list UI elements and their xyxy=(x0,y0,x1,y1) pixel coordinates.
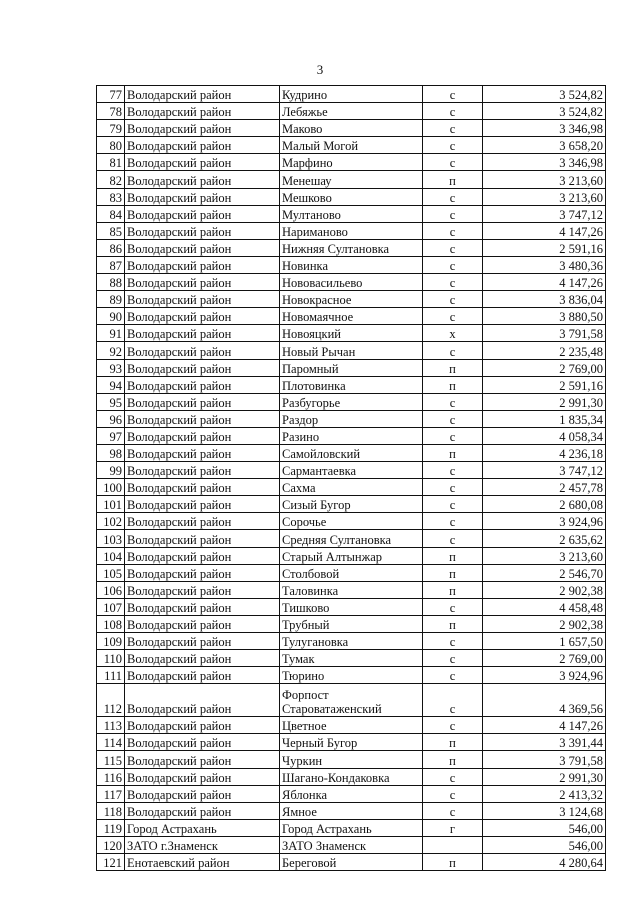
value-cell: 3 791,58 xyxy=(483,325,606,342)
settlement-cell: Раздор xyxy=(280,410,423,427)
district-cell: Город Астрахань xyxy=(125,819,280,836)
table-row xyxy=(97,751,606,768)
row-number: 104 xyxy=(97,547,125,564)
table-row xyxy=(97,291,606,308)
value-cell: 4 369,56 xyxy=(483,684,606,717)
settlement-type-cell: с xyxy=(423,633,483,650)
table-row xyxy=(97,410,606,427)
row-number: 105 xyxy=(97,564,125,581)
district-cell: Володарский район xyxy=(125,768,280,785)
district-cell: Володарский район xyxy=(125,427,280,444)
row-number: 94 xyxy=(97,376,125,393)
district-cell: Володарский район xyxy=(125,802,280,819)
district-cell: ЗАТО г.Знаменск xyxy=(125,836,280,853)
settlement-type-cell: с xyxy=(423,86,483,103)
table-row xyxy=(97,836,606,853)
settlement-cell: Плотовинка xyxy=(280,376,423,393)
row-number: 112 xyxy=(97,684,125,717)
settlement-type-cell: с xyxy=(423,274,483,291)
value-cell: 3 836,04 xyxy=(483,291,606,308)
settlement-cell: Новояцкий xyxy=(280,325,423,342)
table-row xyxy=(97,188,606,205)
row-number: 101 xyxy=(97,496,125,513)
table-row xyxy=(97,86,606,103)
table-row xyxy=(97,205,606,222)
table-row xyxy=(97,256,606,273)
district-cell: Володарский район xyxy=(125,103,280,120)
settlement-type-cell: с xyxy=(423,684,483,717)
district-cell: Володарский район xyxy=(125,325,280,342)
row-number: 111 xyxy=(97,667,125,684)
row-number: 113 xyxy=(97,717,125,734)
settlement-cell: Тюрино xyxy=(280,667,423,684)
settlement-cell: Паромный xyxy=(280,359,423,376)
value-cell: 4 058,34 xyxy=(483,427,606,444)
settlement-type-cell: п xyxy=(423,854,483,871)
row-number: 114 xyxy=(97,734,125,751)
value-cell: 2 769,00 xyxy=(483,359,606,376)
settlement-type-cell: г xyxy=(423,819,483,836)
district-cell: Володарский район xyxy=(125,171,280,188)
table-row xyxy=(97,633,606,650)
district-cell: Володарский район xyxy=(125,86,280,103)
settlement-cell: Яблонка xyxy=(280,785,423,802)
table-row xyxy=(97,444,606,461)
table-row xyxy=(97,462,606,479)
row-number: 119 xyxy=(97,819,125,836)
table-row xyxy=(97,427,606,444)
settlement-cell: Тишково xyxy=(280,598,423,615)
row-number: 92 xyxy=(97,342,125,359)
district-cell: Володарский район xyxy=(125,564,280,581)
district-cell: Володарский район xyxy=(125,496,280,513)
settlement-type-cell: п xyxy=(423,615,483,632)
settlement-cell: Форпост Староватаженский xyxy=(280,684,423,717)
settlement-type-cell: с xyxy=(423,205,483,222)
settlement-cell: Столбовой xyxy=(280,564,423,581)
district-cell: Володарский район xyxy=(125,547,280,564)
settlement-type-cell: п xyxy=(423,751,483,768)
row-number: 79 xyxy=(97,120,125,137)
value-cell: 4 280,64 xyxy=(483,854,606,871)
table-row xyxy=(97,530,606,547)
value-cell: 3 213,60 xyxy=(483,547,606,564)
value-cell: 4 147,26 xyxy=(483,274,606,291)
settlement-type-cell: с xyxy=(423,768,483,785)
district-cell: Володарский район xyxy=(125,444,280,461)
row-number: 109 xyxy=(97,633,125,650)
settlement-type-cell: х xyxy=(423,325,483,342)
settlement-cell: Марфино xyxy=(280,154,423,171)
table-body xyxy=(97,86,606,871)
table-row xyxy=(97,667,606,684)
district-cell: Володарский район xyxy=(125,239,280,256)
district-cell: Володарский район xyxy=(125,513,280,530)
row-number: 87 xyxy=(97,256,125,273)
settlement-cell: Нариманово xyxy=(280,222,423,239)
value-cell: 3 213,60 xyxy=(483,188,606,205)
table-row xyxy=(97,547,606,564)
settlement-type-cell: с xyxy=(423,137,483,154)
row-number: 121 xyxy=(97,854,125,871)
table-row xyxy=(97,734,606,751)
settlement-cell: Новый Рычан xyxy=(280,342,423,359)
settlement-type-cell: п xyxy=(423,171,483,188)
settlement-cell: Нижняя Султановка xyxy=(280,239,423,256)
value-cell: 3 391,44 xyxy=(483,734,606,751)
value-cell: 3 747,12 xyxy=(483,462,606,479)
settlement-type-cell: с xyxy=(423,342,483,359)
settlement-cell: Сармантаевка xyxy=(280,462,423,479)
value-cell: 2 991,30 xyxy=(483,768,606,785)
value-cell: 4 236,18 xyxy=(483,444,606,461)
value-cell: 2 591,16 xyxy=(483,239,606,256)
settlement-type-cell: п xyxy=(423,376,483,393)
value-cell: 3 524,82 xyxy=(483,86,606,103)
row-number: 93 xyxy=(97,359,125,376)
settlement-cell: Сорочье xyxy=(280,513,423,530)
table-row xyxy=(97,171,606,188)
table-row xyxy=(97,650,606,667)
table-row xyxy=(97,564,606,581)
district-cell: Володарский район xyxy=(125,734,280,751)
row-number: 102 xyxy=(97,513,125,530)
value-cell: 3 524,82 xyxy=(483,103,606,120)
row-number: 86 xyxy=(97,239,125,256)
row-number: 81 xyxy=(97,154,125,171)
row-number: 103 xyxy=(97,530,125,547)
value-cell: 2 680,08 xyxy=(483,496,606,513)
value-cell: 4 458,48 xyxy=(483,598,606,615)
district-cell: Володарский район xyxy=(125,342,280,359)
row-number: 88 xyxy=(97,274,125,291)
row-number: 100 xyxy=(97,479,125,496)
table-row xyxy=(97,393,606,410)
value-cell: 3 791,58 xyxy=(483,751,606,768)
value-cell: 2 235,48 xyxy=(483,342,606,359)
district-cell: Володарский район xyxy=(125,205,280,222)
table-row xyxy=(97,854,606,871)
settlement-type-cell: с xyxy=(423,103,483,120)
settlement-type-cell: п xyxy=(423,444,483,461)
row-number: 99 xyxy=(97,462,125,479)
district-cell: Володарский район xyxy=(125,308,280,325)
settlement-cell: Новокрасное xyxy=(280,291,423,308)
settlement-type-cell: с xyxy=(423,154,483,171)
settlement-type-cell: с xyxy=(423,308,483,325)
row-number: 107 xyxy=(97,598,125,615)
district-cell: Володарский район xyxy=(125,410,280,427)
district-cell: Володарский район xyxy=(125,256,280,273)
table-row xyxy=(97,598,606,615)
table-row xyxy=(97,802,606,819)
settlement-type-cell: с xyxy=(423,410,483,427)
value-cell: 2 769,00 xyxy=(483,650,606,667)
table-row xyxy=(97,342,606,359)
row-number: 120 xyxy=(97,836,125,853)
table-row xyxy=(97,785,606,802)
settlement-cell: Старый Алтынжар xyxy=(280,547,423,564)
district-cell: Володарский район xyxy=(125,359,280,376)
value-cell: 3 747,12 xyxy=(483,205,606,222)
table-row xyxy=(97,513,606,530)
row-number: 115 xyxy=(97,751,125,768)
row-number: 90 xyxy=(97,308,125,325)
value-cell: 1 835,34 xyxy=(483,410,606,427)
value-cell: 2 413,32 xyxy=(483,785,606,802)
settlement-cell: Город Астрахань xyxy=(280,819,423,836)
district-cell: Володарский район xyxy=(125,581,280,598)
settlement-cell: Цветное xyxy=(280,717,423,734)
value-cell: 3 924,96 xyxy=(483,667,606,684)
row-number: 89 xyxy=(97,291,125,308)
district-cell: Володарский район xyxy=(125,717,280,734)
value-cell: 546,00 xyxy=(483,836,606,853)
value-cell: 4 147,26 xyxy=(483,717,606,734)
table-row xyxy=(97,274,606,291)
settlement-cell: Трубный xyxy=(280,615,423,632)
settlement-type-cell: п xyxy=(423,359,483,376)
row-number: 84 xyxy=(97,205,125,222)
settlement-cell: Мешково xyxy=(280,188,423,205)
settlement-type-cell xyxy=(423,836,483,853)
settlement-cell: Средняя Султановка xyxy=(280,530,423,547)
settlement-type-cell: с xyxy=(423,717,483,734)
table-row xyxy=(97,615,606,632)
table-row xyxy=(97,768,606,785)
row-number: 96 xyxy=(97,410,125,427)
settlement-type-cell: с xyxy=(423,188,483,205)
value-cell: 3 658,20 xyxy=(483,137,606,154)
district-cell: Володарский район xyxy=(125,785,280,802)
value-cell: 2 902,38 xyxy=(483,581,606,598)
settlement-type-cell: с xyxy=(423,802,483,819)
row-number: 80 xyxy=(97,137,125,154)
table-row xyxy=(97,325,606,342)
value-cell: 2 546,70 xyxy=(483,564,606,581)
row-number: 85 xyxy=(97,222,125,239)
district-cell: Володарский район xyxy=(125,479,280,496)
settlement-cell: Самойловский xyxy=(280,444,423,461)
table-row xyxy=(97,717,606,734)
value-cell: 1 657,50 xyxy=(483,633,606,650)
district-cell: Володарский район xyxy=(125,393,280,410)
table-row xyxy=(97,308,606,325)
settlement-cell: Малый Могой xyxy=(280,137,423,154)
value-cell: 2 635,62 xyxy=(483,530,606,547)
value-cell: 546,00 xyxy=(483,819,606,836)
row-number: 91 xyxy=(97,325,125,342)
settlement-type-cell: п xyxy=(423,564,483,581)
settlement-cell: Разино xyxy=(280,427,423,444)
settlement-cell: Таловинка xyxy=(280,581,423,598)
settlement-table xyxy=(96,85,606,871)
value-cell: 3 213,60 xyxy=(483,171,606,188)
settlement-cell: Тумак xyxy=(280,650,423,667)
value-cell: 4 147,26 xyxy=(483,222,606,239)
table-row xyxy=(97,496,606,513)
row-number: 83 xyxy=(97,188,125,205)
row-number: 97 xyxy=(97,427,125,444)
settlement-type-cell: с xyxy=(423,291,483,308)
district-cell: Володарский район xyxy=(125,154,280,171)
district-cell: Володарский район xyxy=(125,667,280,684)
value-cell: 2 991,30 xyxy=(483,393,606,410)
settlement-type-cell: с xyxy=(423,667,483,684)
settlement-cell: Черный Бугор xyxy=(280,734,423,751)
row-number: 116 xyxy=(97,768,125,785)
row-number: 108 xyxy=(97,615,125,632)
settlement-cell: Мултаново xyxy=(280,205,423,222)
district-cell: Володарский район xyxy=(125,274,280,291)
settlement-type-cell: с xyxy=(423,496,483,513)
settlement-type-cell: с xyxy=(423,239,483,256)
value-cell: 2 457,78 xyxy=(483,479,606,496)
district-cell: Володарский район xyxy=(125,530,280,547)
value-cell: 2 591,16 xyxy=(483,376,606,393)
settlement-type-cell: с xyxy=(423,479,483,496)
settlement-cell: Разбугорье xyxy=(280,393,423,410)
row-number: 117 xyxy=(97,785,125,802)
settlement-cell: Ямное xyxy=(280,802,423,819)
value-cell: 2 902,38 xyxy=(483,615,606,632)
settlement-type-cell: п xyxy=(423,734,483,751)
table-row xyxy=(97,684,606,717)
settlement-cell: Новинка xyxy=(280,256,423,273)
settlement-type-cell: с xyxy=(423,598,483,615)
district-cell: Володарский район xyxy=(125,462,280,479)
settlement-type-cell: п xyxy=(423,581,483,598)
district-cell: Володарский район xyxy=(125,137,280,154)
settlement-type-cell: с xyxy=(423,256,483,273)
table-row xyxy=(97,479,606,496)
settlement-type-cell: с xyxy=(423,650,483,667)
table-row xyxy=(97,239,606,256)
settlement-cell: Тулугановка xyxy=(280,633,423,650)
table-row xyxy=(97,154,606,171)
settlement-cell: Чуркин xyxy=(280,751,423,768)
row-number: 95 xyxy=(97,393,125,410)
row-number: 82 xyxy=(97,171,125,188)
row-number: 106 xyxy=(97,581,125,598)
table-row xyxy=(97,137,606,154)
page-number: 3 xyxy=(316,62,324,77)
row-number: 98 xyxy=(97,444,125,461)
table-row xyxy=(97,376,606,393)
table-row xyxy=(97,120,606,137)
settlement-cell: Маково xyxy=(280,120,423,137)
row-number: 110 xyxy=(97,650,125,667)
district-cell: Володарский район xyxy=(125,751,280,768)
settlement-type-cell: с xyxy=(423,393,483,410)
district-cell: Володарский район xyxy=(125,222,280,239)
row-number: 118 xyxy=(97,802,125,819)
value-cell: 3 346,98 xyxy=(483,154,606,171)
settlement-cell: Кудрино xyxy=(280,86,423,103)
value-cell: 3 924,96 xyxy=(483,513,606,530)
value-cell: 3 346,98 xyxy=(483,120,606,137)
district-cell: Володарский район xyxy=(125,615,280,632)
table-row xyxy=(97,103,606,120)
settlement-cell: Шагано-Кондаковка xyxy=(280,768,423,785)
settlement-cell: Нововасильево xyxy=(280,274,423,291)
settlement-type-cell: с xyxy=(423,222,483,239)
settlement-cell: Новомаячное xyxy=(280,308,423,325)
district-cell: Володарский район xyxy=(125,376,280,393)
district-cell: Енотаевский район xyxy=(125,854,280,871)
settlement-cell: Сахма xyxy=(280,479,423,496)
table-row xyxy=(97,222,606,239)
district-cell: Володарский район xyxy=(125,684,280,717)
settlement-type-cell: с xyxy=(423,785,483,802)
settlement-cell: Менешау xyxy=(280,171,423,188)
district-cell: Володарский район xyxy=(125,633,280,650)
settlement-type-cell: с xyxy=(423,530,483,547)
settlement-cell: Сизый Бугор xyxy=(280,496,423,513)
settlement-type-cell: с xyxy=(423,120,483,137)
row-number: 77 xyxy=(97,86,125,103)
district-cell: Володарский район xyxy=(125,650,280,667)
district-cell: Володарский район xyxy=(125,120,280,137)
table-row xyxy=(97,359,606,376)
row-number: 78 xyxy=(97,103,125,120)
settlement-cell: Береговой xyxy=(280,854,423,871)
value-cell: 3 124,68 xyxy=(483,802,606,819)
settlement-cell: Лебяжье xyxy=(280,103,423,120)
district-cell: Володарский район xyxy=(125,598,280,615)
settlement-cell: ЗАТО Знаменск xyxy=(280,836,423,853)
district-cell: Володарский район xyxy=(125,188,280,205)
table-row xyxy=(97,819,606,836)
table-row xyxy=(97,581,606,598)
settlement-type-cell: с xyxy=(423,462,483,479)
value-cell: 3 880,50 xyxy=(483,308,606,325)
settlement-type-cell: с xyxy=(423,427,483,444)
settlement-type-cell: с xyxy=(423,513,483,530)
value-cell: 3 480,36 xyxy=(483,256,606,273)
district-cell: Володарский район xyxy=(125,291,280,308)
settlement-type-cell: п xyxy=(423,547,483,564)
